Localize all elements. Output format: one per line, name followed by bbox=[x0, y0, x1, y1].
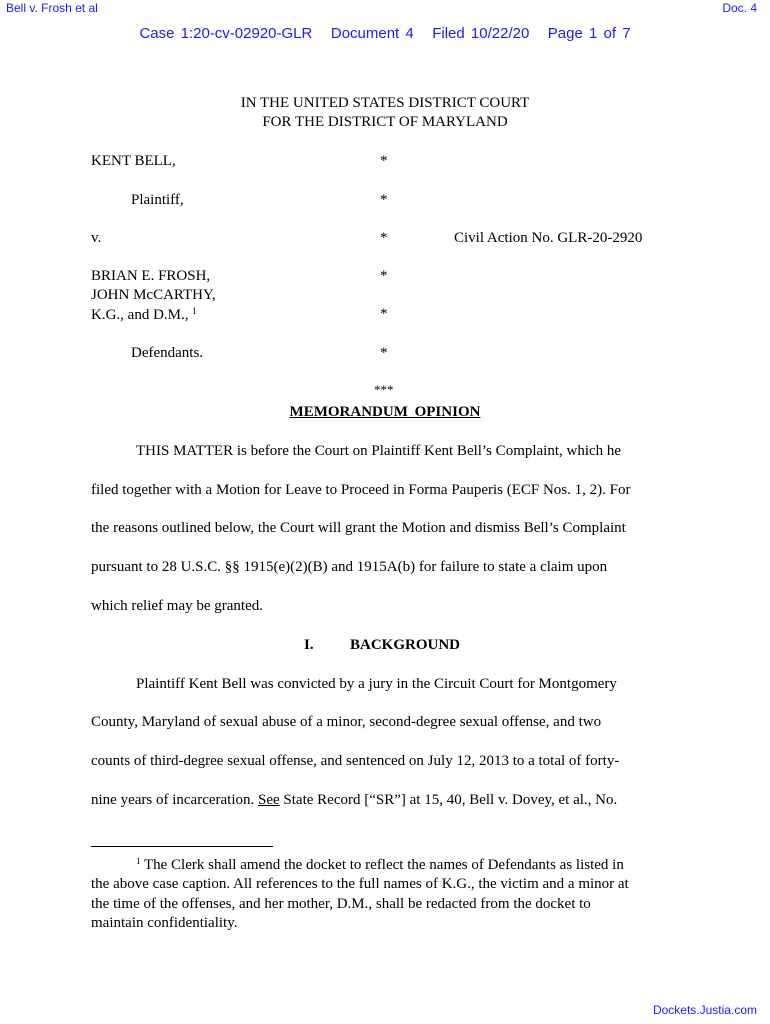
paragraph-line: Plaintiff Kent Bell was convicted by a jury in the Circuit Court for Montgomery bbox=[136, 676, 617, 692]
court-name-line1: IN THE UNITED STATES DISTRICT COURT bbox=[240, 95, 530, 111]
citation-signal: See bbox=[258, 792, 280, 808]
paragraph-line: THIS MATTER is before the Court on Plaintiff Kent Bell’s Complaint, which he bbox=[136, 443, 622, 459]
case-header: Case 1:20-cv-02920-GLR Document 4 Filed 10/22/20 Page 1 of 7 bbox=[139, 25, 631, 42]
defendant-name bbox=[91, 306, 197, 324]
caption-star: * bbox=[380, 230, 388, 246]
caption-star: * bbox=[380, 192, 388, 208]
footnote-line bbox=[136, 856, 624, 874]
footnote-text: The Clerk shall amend the docket to reflect the names of Defendants as listed in bbox=[140, 857, 624, 873]
court-name-line2: FOR THE DISTRICT OF MARYLAND bbox=[262, 114, 508, 130]
civil-action-number: Civil Action No. GLR-20-2920 bbox=[454, 230, 643, 246]
caption-star: * bbox=[380, 268, 388, 284]
footnote-line: maintain confidentiality. bbox=[91, 915, 238, 931]
section-number: I. bbox=[304, 637, 314, 653]
paragraph-line: which relief may be granted. bbox=[91, 598, 264, 614]
footnote-line: the above case caption. All references to the full names of K.G., the victim and a minor at bbox=[91, 876, 629, 892]
section-title: BACKGROUND bbox=[350, 637, 461, 653]
document-title-link[interactable]: Bell v. Frosh et al bbox=[6, 1, 98, 15]
paragraph-text: nine years of incarceration. bbox=[91, 792, 258, 808]
defendant-name: BRIAN E. FROSH, bbox=[91, 268, 211, 284]
paragraph-line: filed together with a Motion for Leave to Proceed in Forma Pauperis (ECF Nos. 1, 2). For bbox=[91, 482, 631, 498]
versus: v. bbox=[91, 230, 102, 246]
caption-separator: *** bbox=[374, 382, 394, 397]
caption-star: * bbox=[380, 345, 388, 361]
paragraph-line: County, Maryland of sexual abuse of a minor, second-degree sexual offense, and two bbox=[91, 714, 602, 730]
paragraph-text: State Record [“SR”] at 15, 40, Bell v. Dovey, et al., No. bbox=[279, 792, 618, 808]
plaintiff-role: Plaintiff, bbox=[131, 192, 184, 208]
paragraph-line: counts of third-degree sexual offense, and sentenced on July 12, 2013 to a total of forty- bbox=[91, 753, 620, 769]
opinion-title: MEMORANDUM OPINION bbox=[289, 404, 481, 420]
footnote-reference[interactable]: 1 bbox=[192, 306, 197, 316]
footnote-divider bbox=[91, 846, 273, 847]
justia-link[interactable]: Dockets.Justia.com bbox=[652, 1003, 757, 1017]
paragraph-line bbox=[91, 792, 617, 809]
caption-star: * bbox=[380, 306, 388, 322]
caption-star: * bbox=[380, 153, 388, 169]
paragraph-line: pursuant to 28 U.S.C. §§ 1915(e)(2)(B) and 1915A(b) for failure to state a claim upon bbox=[91, 559, 608, 575]
footnote-line: the time of the offenses, and her mother, D.M., shall be redacted from the docket to bbox=[91, 896, 591, 912]
footnote-marker: 1 bbox=[136, 856, 141, 866]
plaintiff-name: KENT BELL, bbox=[91, 153, 176, 169]
defendant-name: JOHN McCARTHY, bbox=[91, 287, 216, 303]
doc-number-link[interactable]: Doc. 4 bbox=[722, 1, 757, 15]
paragraph-line: the reasons outlined below, the Court will grant the Motion and dismiss Bell’s Complaint bbox=[91, 520, 626, 536]
defendant-role: Defendants. bbox=[131, 345, 204, 361]
defendant-name-text: K.G., and D.M., bbox=[91, 307, 193, 323]
